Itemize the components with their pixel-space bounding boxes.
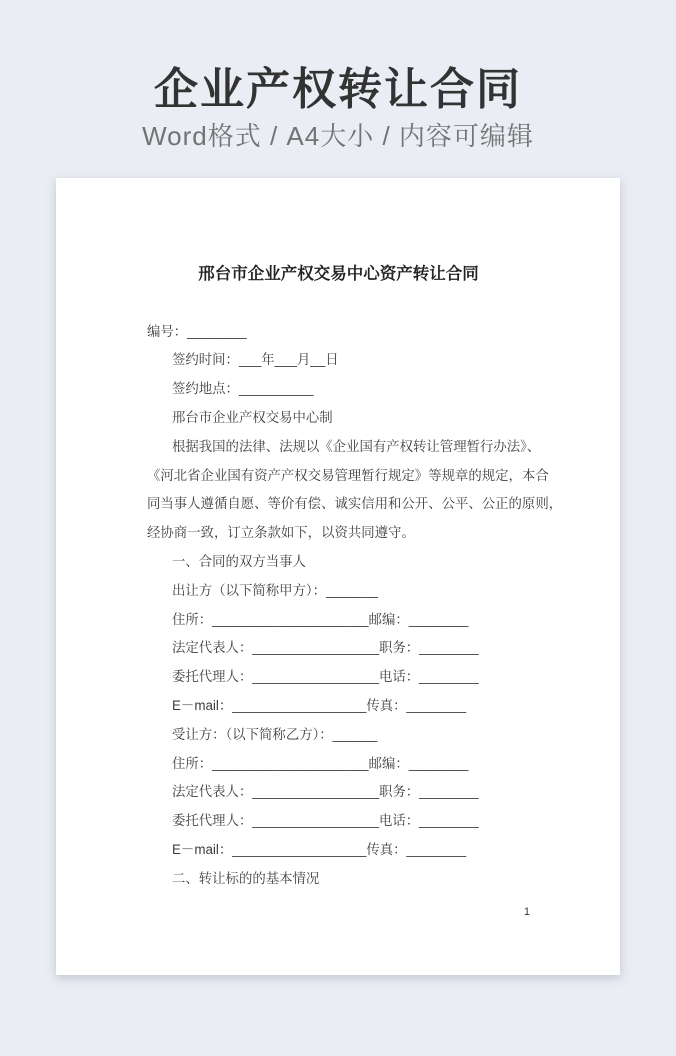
contract-line-issuer: 邢台市企业产权交易中心制 [172, 409, 333, 425]
party-b-name-line: 受让方：（以下简称乙方）：______ [172, 726, 378, 742]
party-b-address-line: 住所：_____________________邮编：________ [172, 755, 469, 771]
contract-preamble-line-3: 同当事人遵循自愿、等价有偿、诚实信用和公开、公平、公正的原则， [147, 496, 563, 512]
contract-line-number: 编号：________ [147, 323, 247, 339]
template-subtitle: Word格式 / A4大小 / 内容可编辑 [142, 121, 534, 151]
contract-section-2-heading: 二、转让标的的基本情况 [172, 870, 320, 886]
contract-preamble-line-4: 经协商一致，订立条款如下，以资共同遵守。 [147, 525, 415, 541]
contract-preamble-line-2: 《河北省企业国有资产产权交易管理暂行规定》等规章的规定，本合 [147, 467, 549, 483]
contract-section-1-heading: 一、合同的双方当事人 [172, 553, 306, 569]
contract-line-sign-place: 签约地点：__________ [172, 381, 314, 397]
party-b-email-line: E－mail：__________________传真：________ [172, 841, 467, 857]
page-number: 1 [523, 905, 530, 918]
template-title: 企业产权转让合同 [154, 65, 522, 114]
contract-title: 邢台市企业产权交易中心资产转让合同 [198, 265, 479, 283]
contract-body [147, 318, 563, 894]
contract-line-sign-date: 签约时间：___年___月__日 [172, 352, 339, 368]
document-page [56, 178, 620, 975]
party-b-agent-line: 委托代理人：_________________电话：________ [172, 813, 479, 829]
party-a-address-line: 住所：_____________________邮编：________ [172, 611, 469, 627]
party-a-representative-line: 法定代表人：_________________职务：________ [172, 640, 479, 656]
header-banner [0, 0, 676, 151]
party-a-email-line: E－mail：__________________传真：________ [172, 697, 467, 713]
party-a-agent-line: 委托代理人：_________________电话：________ [172, 669, 479, 685]
party-a-name-line: 出让方（以下简称甲方）：_______ [172, 582, 379, 598]
party-b-representative-line: 法定代表人：_________________职务：________ [172, 784, 479, 800]
contract-preamble-line-1: 根据我国的法律、法规以《企业国有产权转让管理暂行办法》、 [172, 438, 541, 454]
